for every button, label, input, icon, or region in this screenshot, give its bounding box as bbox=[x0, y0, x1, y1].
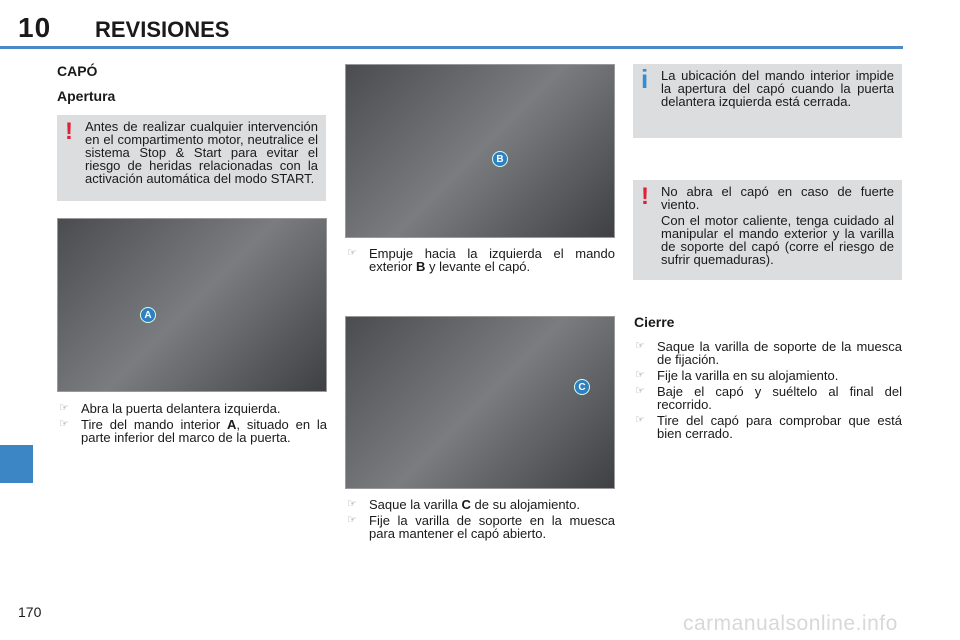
warning-icon: ! bbox=[65, 118, 73, 145]
bullet-icon: ☞ bbox=[635, 369, 645, 381]
step-item bbox=[633, 340, 902, 366]
step-item bbox=[633, 414, 902, 440]
step-text: Fije la varilla de soporte en la muesca para mantener el capó abierto. bbox=[369, 513, 615, 541]
step-text: Empuje hacia la izquierda el mando exterior bbox=[369, 246, 615, 274]
info-box bbox=[633, 64, 902, 138]
watermark: carmanualsonline.info bbox=[683, 612, 898, 635]
warning-text: Con el motor caliente, tenga cuidado al manipular el mando exterior y la varilla de soporte del capó (corre el riesgo de sufrir quemaduras). bbox=[661, 213, 894, 267]
bullet-icon: ☞ bbox=[635, 340, 645, 352]
left-steps bbox=[57, 402, 327, 447]
middle-steps-2 bbox=[345, 498, 615, 543]
step-item bbox=[57, 418, 327, 444]
closing-steps bbox=[633, 340, 902, 443]
chapter-number: 10 bbox=[18, 12, 52, 43]
step-text: Abra la puerta delantera izquierda. bbox=[81, 401, 281, 416]
warning-text: Antes de realizar cualquier intervención en el compartimento motor, neutralice el sistema Stop & Start para evitar el riesgo de heridas relacionadas con la activación automática del modo START. bbox=[85, 119, 318, 186]
warning-box-stop-start bbox=[57, 115, 326, 201]
step-text: Saque la varilla de soporte de la muesca de fijación. bbox=[657, 339, 902, 367]
photo-exterior-lever bbox=[345, 64, 615, 238]
bullet-icon: ☞ bbox=[59, 402, 69, 414]
label-c: C bbox=[574, 379, 590, 395]
step-text: Saque la varilla bbox=[369, 497, 462, 512]
step-text: Tire del mando interior bbox=[81, 417, 228, 432]
bullet-icon: ☞ bbox=[347, 498, 357, 510]
step-text: , situado en la parte inferior del marco de la puerta. bbox=[81, 417, 327, 445]
photo-support-rod bbox=[345, 316, 615, 489]
middle-steps-1 bbox=[345, 247, 615, 276]
step-text: de su alojamiento. bbox=[470, 497, 581, 512]
page-number: 170 bbox=[18, 604, 42, 620]
subsection-closing: Cierre bbox=[634, 314, 675, 330]
bullet-icon: ☞ bbox=[347, 514, 357, 526]
warning-box-wind bbox=[633, 180, 902, 280]
step-item bbox=[57, 402, 327, 415]
bullet-icon: ☞ bbox=[59, 418, 69, 430]
bullet-icon: ☞ bbox=[635, 385, 645, 397]
step-text: Tire del capó para comprobar que está bien cerrado. bbox=[657, 413, 902, 441]
info-icon: i bbox=[641, 64, 649, 94]
step-item bbox=[633, 385, 902, 411]
warning-icon: ! bbox=[641, 183, 649, 210]
step-key: C bbox=[461, 497, 471, 512]
info-text: La ubicación del mando interior impide la apertura del capó cuando la puerta delantera izquierda está cerrada. bbox=[661, 68, 894, 109]
chapter-title: REVISIONES bbox=[95, 17, 230, 42]
section-title: CAPÓ bbox=[57, 63, 98, 79]
step-item bbox=[345, 247, 615, 273]
step-text: Fije la varilla en su alojamiento. bbox=[657, 368, 839, 383]
label-a: A bbox=[140, 307, 156, 323]
chapter-tab bbox=[0, 445, 33, 483]
step-item bbox=[345, 498, 615, 511]
header-divider bbox=[0, 46, 903, 49]
label-b: B bbox=[492, 151, 508, 167]
bullet-icon: ☞ bbox=[347, 247, 357, 259]
photo-interior-lever bbox=[57, 218, 327, 392]
step-item bbox=[345, 514, 615, 540]
bullet-icon: ☞ bbox=[635, 414, 645, 426]
step-text: Baje el capó y suéltelo al final del recorrido. bbox=[657, 384, 902, 412]
step-key: A bbox=[227, 417, 237, 432]
warning-text: No abra el capó en caso de fuerte viento. bbox=[661, 184, 894, 212]
step-text: y levante el capó. bbox=[425, 259, 531, 274]
step-item bbox=[633, 369, 902, 382]
subsection-opening: Apertura bbox=[57, 88, 116, 104]
step-key: B bbox=[415, 259, 426, 274]
